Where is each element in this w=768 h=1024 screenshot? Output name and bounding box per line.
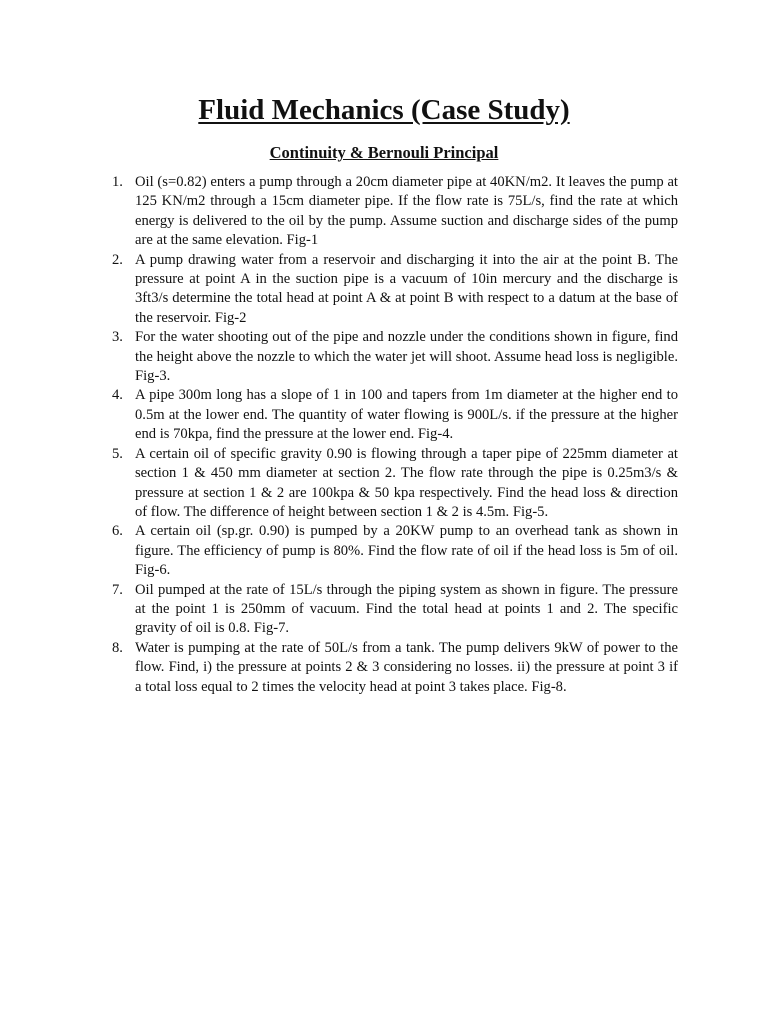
problem-text: A certain oil (sp.gr. 0.90) is pumped by a 20KW pump to an overhead tank as shown in figure. The efficiency of pump is 80%. Find the flow rate of oil if the head loss is 5m of oil. Fig-6. [135, 523, 678, 579]
problem-number: 8. [112, 639, 123, 656]
problem-item [112, 251, 678, 329]
problem-text: Oil pumped at the rate of 15L/s through the piping system as shown in figure. The pressure at the point 1 is 250mm of vacuum. Find the total head at points 1 and 2. The specific gravity of oil is 0.8. Fig-7. [135, 581, 678, 637]
problem-item [112, 522, 678, 580]
problem-item [112, 173, 678, 251]
problem-list [112, 173, 678, 697]
problem-text: A pipe 300m long has a slope of 1 in 100 and tapers from 1m diameter at the higher end to 0.5m at the lower end. The quantity of water flowing is 900L/s. if the pressure at the higher end is 70kpa, find the pressure at the lower end. Fig-4. [135, 387, 678, 443]
problem-item [112, 386, 678, 444]
problem-item [112, 639, 678, 697]
problem-number: 1. [112, 174, 123, 190]
problem-text: Oil (s=0.82) enters a pump through a 20cm diameter pipe at 40KN/m2. It leaves the pump at 125 KN/m2 through a 15cm diameter pipe. If the flow rate is 75L/s, find the rate at which energy is delivered to the oil by the pump. Assume suction and discharge sides of the pump are at the same elevation. Fig-1 [135, 174, 678, 249]
problem-item [112, 581, 678, 639]
problem-item [112, 445, 678, 523]
problem-number: 4. [112, 387, 123, 404]
problem-text: A pump drawing water from a reservoir and discharging it into the air at the point B. The pressure at point A in the suction pipe is a vacuum of 10in mercury and the discharge is 3ft3/s determine the total head at point A & at point B with respect to a datum at the base of the reservoir. Fig-2 [135, 251, 678, 326]
problem-text: A certain oil of specific gravity 0.90 is flowing through a taper pipe of 225mm diameter at section 1 & 450 mm diameter at section 2. The flow rate through the pipe is 0.25m3/s & pressure at section 1 & 2 are 100kpa & 50 kpa respectively. Find the head loss & direction of flow. The difference of height between section 1 & 2 is 4.5m. Fig-5. [135, 445, 678, 520]
problem-number: 7. [112, 581, 123, 598]
page-title: Fluid Mechanics (Case Study) [198, 94, 570, 126]
problem-text: Water is pumping at the rate of 50L/s from a tank. The pump delivers 9kW of power to the flow. Find, i) the pressure at points 2 & 3 considering no losses. ii) the pressure at point 3 if a total loss equal to 2 times the velocity head at point 3 takes place. Fig-8. [135, 639, 678, 695]
problem-number: 5. [112, 445, 123, 462]
problem-number: 6. [112, 523, 123, 540]
problem-text: For the water shooting out of the pipe and nozzle under the conditions shown in figure, find the height above the nozzle to which the water jet will shoot. Assume head loss is negligible. Fig-3. [135, 329, 678, 385]
section-heading: Continuity & Bernouli Principal [269, 143, 499, 162]
problem-number: 3. [112, 329, 123, 346]
problem-number: 2. [112, 251, 123, 268]
problem-item [112, 328, 678, 386]
